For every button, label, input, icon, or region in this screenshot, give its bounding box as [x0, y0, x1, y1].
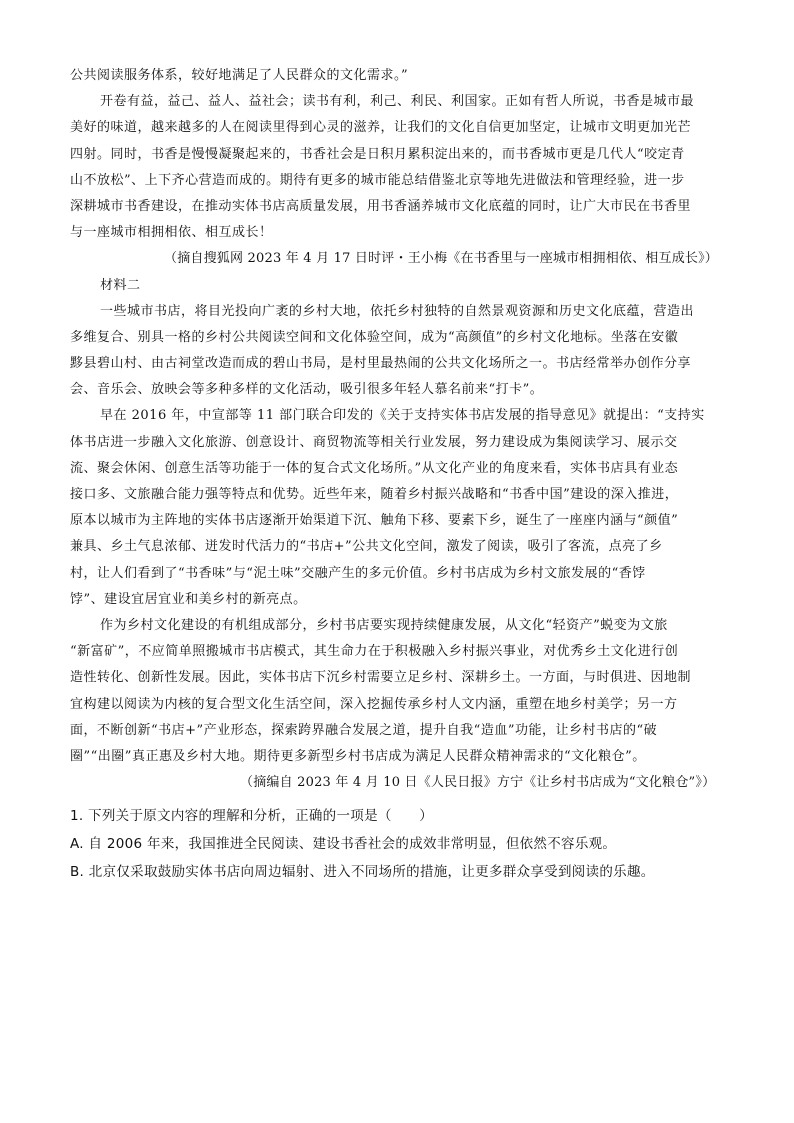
- text-line: 面，不断创新“书店+”产业形态，探索跨界融合发展之道，提升自我“造血”功能，让乡村书店的“破: [70, 722, 658, 738]
- source-citation: （摘编自 2023 年 4 月 10 日《人民日报》方宁《让乡村书店成为“文化粮仓”》）: [240, 775, 716, 791]
- text-line: 深耕城市书香建设，在推动实体书店高质量发展，用书香涵养城市文化底蕴的同时，让广大市民在书香里: [70, 198, 692, 214]
- text-line: 原本以城市为主阵地的实体书店逐渐开始渠道下沉、触角下移、要素下乡，诞生了一座座内涵与“颜值”: [70, 513, 679, 529]
- text-line: 多维复合、别具一格的乡村公共阅读空间和文化体验空间，成为“高颜值”的乡村文化地标。坐落在安徽: [70, 329, 679, 345]
- section-heading: 材料二: [100, 277, 141, 293]
- text-line: 与一座城市相拥相依、相互成长！: [70, 225, 273, 241]
- text-line: 流、聚会休闲、创意生活等功能于一体的复合式文化场所。”从文化产业的角度来看，实体书店具有业态: [70, 460, 679, 476]
- text-line: 接口多、文旅融合能力强等特点和优势。近些年来，随着乡村振兴战略和“书香中国”建设的深入推进，: [70, 487, 679, 502]
- question-option-b: B. 北京仅采取鼓励实体书店向周边辐射、进入不同场所的措施，让更多群众享受到阅读的乐趣。: [70, 864, 655, 881]
- text-line: 体书店进一步融入文化旅游、创意设计、商贸物流等相关行业发展，努力建设成为集阅读学习、展示交: [70, 434, 678, 450]
- text-line: 会、音乐会、放映会等多种多样的文化活动，吸引很多年轻人慕名前来“打卡”。: [70, 382, 544, 398]
- text-line: 造性转化、创新性发展。因此，实体书店下沉乡村需要立足乡村、深耕乡土。一方面，与时俱进、因地制: [70, 670, 692, 686]
- document-page: [70, 63, 720, 886]
- text-line: 宜构建以阅读为内核的复合型文化生活空间，深入挖掘传承乡村人文内涵，重塑在地乡村美学；另一方: [70, 696, 678, 712]
- text-line: “新富矿”，不应简单照搬城市书店模式，其生命力在于积极融入乡村振兴事业，对优秀乡土文化进行创: [70, 644, 679, 660]
- text-line: 黟县碧山村、由古祠堂改造而成的碧山书局，是村里最热闹的公共文化场所之一。书店经常举办创作分享: [70, 356, 692, 372]
- text-line: 一些城市书店，将目光投向广袤的乡村大地，依托乡村独特的自然景观资源和历史文化底蕴，营造出: [100, 303, 695, 319]
- question-option-a: A. 自 2006 年来，我国推进全民阅读、建设书香社会的成效非常明显，但依然不容乐观。: [70, 836, 617, 853]
- text-line: 村，让人们看到了“书香味”与“泥土味”交融产生的多元价值。乡村书店成为乡村文旅发展的“香饽: [70, 565, 646, 581]
- text-line: 四射。同时，书香是慢慢凝聚起来的，书香社会是日积月累积淀出来的，而书香城市更是几代人“咬定青: [70, 146, 685, 162]
- text-line: 早在 2016 年，中宣部等 11 部门联合印发的《关于支持实体书店发展的指导意见》就提出：“支持实: [100, 408, 705, 424]
- source-citation: （摘自搜狐网 2023 年 4 月 17 日时评・王小梅《在书香里与一座城市相拥相依、相互成长》）: [164, 251, 718, 267]
- text-line: 饽”、建设宜居宜业和美乡村的新亮点。: [70, 591, 307, 607]
- text-line: 作为乡村文化建设的有机组成部分，乡村书店要实现持续健康发展，从文化“轻资产”蜕变为文旅: [100, 617, 668, 633]
- text-line: 美好的味道，越来越多的人在阅读里得到心灵的滋养，让我们的文化自信更加坚定，让城市文明更加光芒: [70, 120, 692, 136]
- question-stem: 1. 下列关于原文内容的理解和分析，正确的一项是（ ）: [70, 808, 434, 825]
- text-line: 公共阅读服务体系，较好地满足了人民群众的文化需求。”: [70, 68, 409, 83]
- text-line: 兼具、乡土气息浓郁、迸发时代活力的“书店+”公共文化空间，激发了阅读，吸引了客流，点亮了乡: [70, 539, 663, 555]
- text-line: 圈”“出圈”真正惠及乡村大地。期待更多新型乡村书店成为满足人民群众精神需求的“文化粮仓”。: [70, 748, 646, 764]
- text-line: 开卷有益，益己、益人、益社会；读书有利，利己、利民、利国家。正如有哲人所说，书香是城市最: [100, 94, 695, 110]
- text-line: 山不放松”、上下齐心营造而成的。期待有更多的城市能总结借鉴北京等地先进做法和管理经验，进一步: [70, 172, 685, 188]
